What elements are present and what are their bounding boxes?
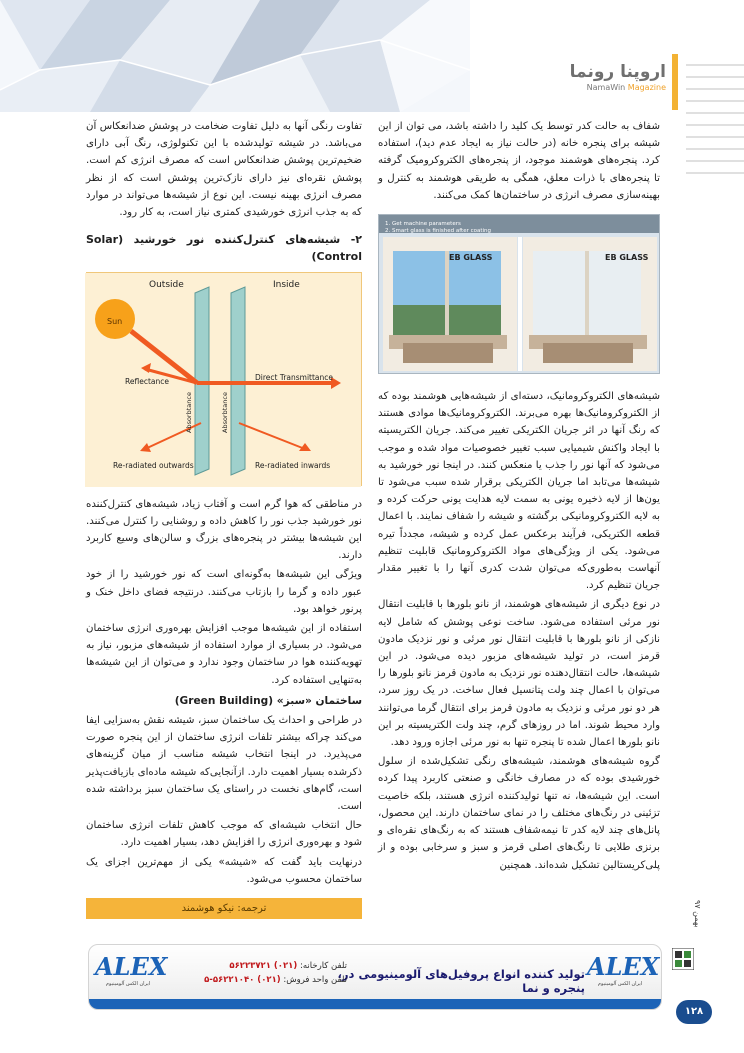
crystal-decoration [0,0,470,112]
green-paragraph-2: حال انتخاب شیشه‌ای که موجب کاهش تلفات انرژی ساختمان شود و بهره‌وری انرژی را افزایش دهد، بسیار اهمیت دارد. [86,820,362,849]
solar-cell-glass-paragraph: گروه شیشه‌های هوشمند، شیشه‌های رنگی تشکیل‌شده از سلول خورشیدی بوده که در مصارف خانگی و صنعتی کاربرد پیدا کرده است. این شیشه‌ها، نه تنها تولیدکننده انرژی هستند، بلکه خاصیت تزئینی در رنگ‌های مختلف را در نمای ساختمان دارند. این محصول، پانل‌های چند لایه کدر تا نیمه‌شفاف هستند که به رنگ‌های نقره‌ای و برنزی طلایی تا رنگ‌های اصلی قرمز و سبز و سرخابی بوده و از پلی‌کریستالین تشکیل شده‌اند. همچنین [378,756,660,871]
electrochromic-paragraph: شیشه‌های الکتروکرومانیک، دسته‌ای از شیشه‌هایی هوشمند بوده که از الکتروکرومانیک‌ها بهره می‌برند. الکتروکرومانیک‌ها موادی هستند که رنگ آنها در اثر جریان الکتریکی تغییر می‌کند. جریان الکتریسیته با ایجاد واکنش شیمیایی سبب تغییر خصوصیات مواد شده و موجب می‌شود که آنها نور را جذب یا منعکس کنند. در اینجا نور خورشید به شیشه‌ها می‌تابد اما جریان الکتریکی برقرار شده سبب می‌شود تا یون‌ها از لایه ذخیره یونی به سمت لایه هدایت یونی حرکت کرده و به لایه الکتروکرومانیکی برگشته و شیشه را شفاف نمایند. با اعمال قطعه الکتریکی، فرآیند برعکس عمل کرده و شیشه، مجدداً تیره می‌شود. یکی از ویژگی‌های مواد الکتروکرومانیک قابلیت تنظیم آنهاست به‌طوری‌که می‌توان شدت کدری آنها را با تغییر مقدار جریان تنظیم کرد. [378,391,660,592]
logo-subtitle [516,83,666,92]
logo-sub-win: NamaWin [586,83,626,92]
ad-phone-factory-label: تلفن کارخانه: [299,961,347,971]
alex-advertisement[interactable] [88,944,662,1010]
green-paragraph-3: درنهایت باید گفت که «شیشه» یکی از مهم‌ترین اجزای یک ساختمان محسوب می‌شود. [86,856,362,885]
label-reflectance: Reflectance [125,376,169,386]
ad-phone-sales-row [161,973,347,987]
header-accent-strip [672,54,678,110]
photo-caption-1: 1. Get machine parameters [385,221,461,228]
photo-illustration [379,215,660,374]
label-reradiated-outwards: Re-radiated outwards [113,460,194,470]
solar-paragraph-1: در مناطقی که هوا گرم است و آفتاب زیاد، شیشه‌های کنترل‌کننده نور خورشید جذب نور را کاهش داده و روشنایی را کنترل می‌کنند. این شیشه‌ها بیشتر در پنجره‌های بزرگ و سالن‌های وسیع کاربرد دارند. [86,498,362,562]
ad-logo-left [95,952,168,1003]
label-inside: Inside [273,279,300,290]
smart-glass-photo [378,214,660,374]
logo-title: اروپنا رونما [569,62,666,82]
ad-bottom-band [89,999,661,1009]
label-outside: Outside [149,279,184,290]
label-sun: Sun [107,316,123,326]
label-reradiated-inwards: Re-radiated inwards [255,460,331,470]
color-coating-paragraph: تفاوت رنگی آنها به دلیل تفاوت ضخامت در پوشش ضدانعکاس آن می‌باشد. در شیشه تولیدشده با این تکنولوژی، رنگ آبی دارای ضخیم‌ترین پوشش ضدانعکاس است که مصرف انرژی کم است. پوشش نقره‌ای نیز دارای نازک‌ترین پوشش است که از نظر مصرف انرژی بهینه نیست. این نوع از شیشه‌ها می‌تواند در موارد که به جذب انرژی خورشیدی کمتری نیاز است، به کار رود. [86,121,362,219]
ad-logo-right [587,952,660,1003]
ad-phones [161,959,347,987]
ad-brand-right: ALEX [587,952,660,981]
ad-brand-left-sub: ایران الکس آلومینیوم [105,981,151,987]
translator-credit: ترجمه: نیکو هوشمند [86,898,362,919]
solar-control-heading: ۲- شیشه‌های کنترل‌کننده نور خورشید (Solar Control) [86,233,362,264]
intro-paragraph: شفاف به حالت کدر توسط یک کلید را داشته باشد، می توان از این شیشه برای پنجره خانه (در حالت نیاز به ایجاد عدم دید)، استفاده کرد. پنجره‌های هوشمند موجود، از پنجره‌های الکتروکرومیک گرفته تا پنجره‌های با ذرات معلق، همگی به طریقی هوشمند به کنترل و بهینه‌سازی مصرف انرژی در ساختمان‌ها کمک می‌کنند. [378,121,660,201]
label-absorbtance-2: Absorbtance [221,391,229,433]
label-absorbtance-1: Absorbtance [185,391,193,433]
ad-phone-factory: (۰۲۱) ۵۶۲۲۳۷۲۱ [229,961,298,971]
solar-paragraph-3: استفاده از این شیشه‌ها موجب افزایش بهره‌وری انرژی ساختمان می‌شود. در بسیاری از موارد استفاده از شیشه‌های مزبور، نیاز به تهویه‌کننده هوا در ساختمان وجود ندارد و می‌توان از این شیشه‌ها به‌تنهایی استفاده کرد. [86,623,362,686]
issue-month: بهمن ۹۷ [693,900,702,928]
photo-caption-2: 2. Smart glass is finished after coating [385,228,492,235]
magazine-logo [516,62,666,92]
solar-paragraph-2: ویژگی این شیشه‌ها به‌گونه‌ای است که نور خورشید را از خود عبور داده و گرما را بازتاب می‌کنند. درنتیجه فضای داخل خنک و پرنور خواهد بود. [86,569,362,615]
photo-badge-right: EB GLASS [605,253,649,263]
magazine-mark-icon [672,948,694,970]
logo-sub-magazine: Magazine [627,83,666,92]
left-column [86,118,362,919]
nanocrystal-paragraph: در نوع دیگری از شیشه‌های هوشمند، از نانو بلورها با قابلیت انتقال نور مرئی استفاده می‌شود. ساخت نوعی پوشش که شامل لایه نازکی از نانو بلورها با قابلیت انتقال نور مرئی و نور نزدیک مادون قرمز است، در تولید شیشه‌های مزبور دیده می‌شود. در این شیشه‌ها، حالت انتقال‌دهنده نور نزدیک به مادون قرمز نانو بلورها را می‌توان با اعمال چند ولت پتانسیل فعال ساخت. در یک روز سرد، هر دو نور مرئی و نزدیک به مادون قرمز برای انتقال گرما می‌توانند وارد محیط شوند. اما در روزهای گرم، چند ولت الکتریسیته بر این نانو بلورها اعمال شده تا پنجره تنها به نور مرئی اجازه ورود دهد. [378,599,660,749]
ad-brand-left: ALEX [95,952,168,981]
photo-badge-left: EB GLASS [449,253,493,263]
label-direct-transmittance: Direct Transmittance [255,372,334,382]
page-edge-bar [686,54,744,174]
ad-title: تولید کننده انواع پروفیل‌های آلومینیومی در، پنجره و نما [337,967,585,995]
ad-phone-sales: (۰۲۱) ۵۶۲۲۱۰۴۰-۵ [204,975,281,985]
photo-caption [385,221,491,235]
right-column [378,118,660,876]
page-header [0,0,744,112]
green-paragraph-1: در طراحی و احداث یک ساختمان سبز، شیشه نقش به‌سزایی ایفا می‌کند چراکه بیشتر تلفات انرژی ساختمان از این پنجره صورت می‌پذیرد. در اینجا انتخاب شیشه مناسب از میان گزینه‌های ذکرشده بسیار اهمیت دارد. ازآنجایی‌که شیشه ماده‌ای بازیافت‌پذیر است، گام‌های نخست در راستای یک ساختمان سبز برداشته شده است. [86,715,362,813]
ad-phone-sales-label: تلفن واحد فروش: [283,975,347,985]
page-number: ۱۲۸ [676,1000,712,1024]
green-building-heading: ساختمان «سبز» (Green Building) [174,694,362,707]
solar-control-diagram [86,272,362,486]
ad-phone-factory-row [161,959,347,973]
ad-brand-right-sub: ایران الکس آلومینیوم [597,981,643,987]
